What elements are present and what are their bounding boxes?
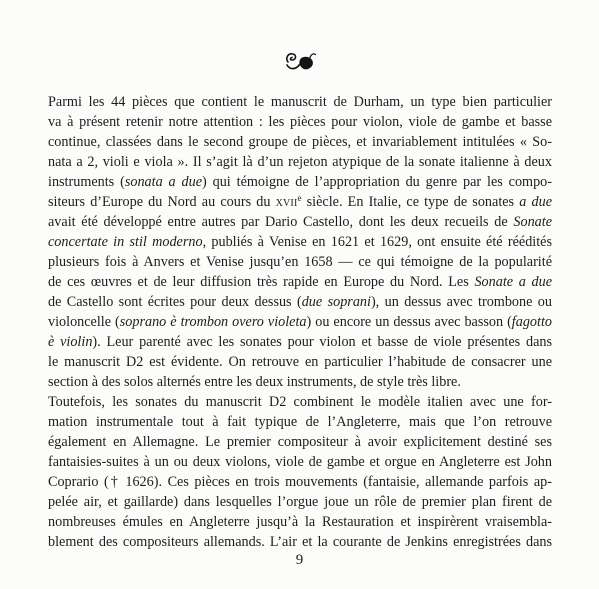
text-segment: plusieurs fois à Anvers et Venise jusqu’en 1658 — ce qui témoigne de la popularité (48, 254, 552, 270)
italic-text: fagotto (511, 314, 552, 330)
text-line (48, 112, 552, 132)
text-segment: va à présent retenir notre attention : les pièces pour violon, viole de gambe et basse (48, 114, 552, 130)
italic-text: soprano è trombon overo violeta (119, 314, 307, 330)
text-segment: , publiés à Venise en 1621 et 1629, ont ensuite été réédités (202, 234, 552, 250)
text-segment: pelée air, et gaillarde) dans lesquelles l’orgue joue un rôle de premier plan firent de (48, 494, 552, 510)
text-line (48, 272, 552, 292)
text-line (48, 532, 552, 552)
italic-text: Sonate (513, 214, 552, 230)
text-line (48, 472, 552, 492)
text-line (48, 492, 552, 512)
text-line (48, 252, 552, 272)
text-line (48, 292, 552, 312)
italic-text: due soprani (301, 294, 371, 310)
text-segment: nata a 2, violi e viola ». Il s’agit là d’un rejeton atypique de la sonate italienne à deux (48, 154, 552, 170)
text-segment: ), un dessus avec trombone ou (370, 294, 552, 310)
century-numeral: xvii (275, 194, 298, 210)
text-line (48, 452, 552, 472)
text-line (48, 152, 552, 172)
text-segment: fantaisies-suites à un ou deux violons, viole de gambe et orgue en Angleterre est John (48, 454, 552, 470)
text-line (48, 192, 552, 212)
text-segment: Parmi les 44 pièces que contient le manuscrit de Durham, un type bien particulier (48, 94, 552, 110)
italic-text: Sonate a due (474, 274, 552, 290)
text-segment: violoncelle ( (48, 314, 120, 330)
italic-text: concertate in stil moderno (48, 234, 203, 250)
text-segment: ). Leur parenté avec les sonates pour violon et basse de viole présentes dans (92, 334, 552, 350)
text-line (48, 332, 552, 352)
text-line (48, 372, 552, 392)
paragraph (48, 392, 552, 552)
page-number: 9 (295, 552, 304, 568)
text-line (48, 312, 552, 332)
text-segment: également en Allemagne. Le premier compositeur à avoir explicitement destiné ses (48, 434, 552, 450)
paragraph (48, 92, 552, 392)
italic-text: è violin (48, 334, 93, 350)
text-line (48, 392, 552, 412)
text-segment: ) qui témoigne de l’appropriation du genre par les compo- (202, 174, 552, 190)
text-segment: continue, classées dans le second groupe de pièces, et invariablement intitulées « So- (48, 134, 552, 150)
text-segment: avait été développé entre autres par Dario Castello, dont les deux recueils de (48, 214, 514, 230)
text-line (48, 92, 552, 112)
text-segment: Toutefois, les sonates du manuscrit D2 combinent le modèle italien avec une for- (48, 394, 552, 410)
text-line (48, 432, 552, 452)
text-line (48, 412, 552, 432)
text-line (48, 172, 552, 192)
text-segment: de Castello sont écrites pour deux dessus ( (48, 294, 302, 310)
text-segment: mation instrumentale tout à fait typique de l’Angleterre, mais que l’on retrouve (48, 414, 552, 430)
body-text (48, 92, 552, 552)
fleuron-ornament-icon (283, 48, 317, 74)
text-segment: Coprario († 1626). Ces pièces en trois mouvements (fantaisie, allemande parfois ap- (48, 474, 552, 490)
text-segment: de ces œuvres et de leur diffusion très rapide en Europe du Nord. Les (48, 274, 475, 290)
text-segment: le manuscrit D2 est évidente. On retrouve en particulier l’habitude de consacrer une (48, 354, 552, 370)
text-line (48, 212, 552, 232)
text-line (48, 232, 552, 252)
text-line (48, 512, 552, 532)
text-segment: blement des compositeurs allemands. L’air et la courante de Jenkins enregistrées dans (48, 534, 552, 550)
text-segment: siteurs d’Europe du Nord au cours du (48, 194, 276, 210)
text-line (48, 352, 552, 372)
italic-text: sonata a due (124, 174, 203, 190)
superscript: e (297, 193, 302, 203)
italic-text: a due (519, 194, 552, 210)
text-segment: nombreuses émules en Angleterre jusqu’à la Restauration et inspirèrent vraisembla- (48, 514, 552, 530)
text-segment: ) ou encore un dessus avec basson ( (306, 314, 512, 330)
text-line (48, 132, 552, 152)
fleuron-icon (283, 48, 317, 74)
text-segment: instruments ( (48, 174, 125, 190)
text-segment: siècle. En Italie, ce type de sonates (301, 194, 520, 210)
text-segment: section à des solos alternés entre les deux instruments, de style très libre. (48, 374, 461, 390)
